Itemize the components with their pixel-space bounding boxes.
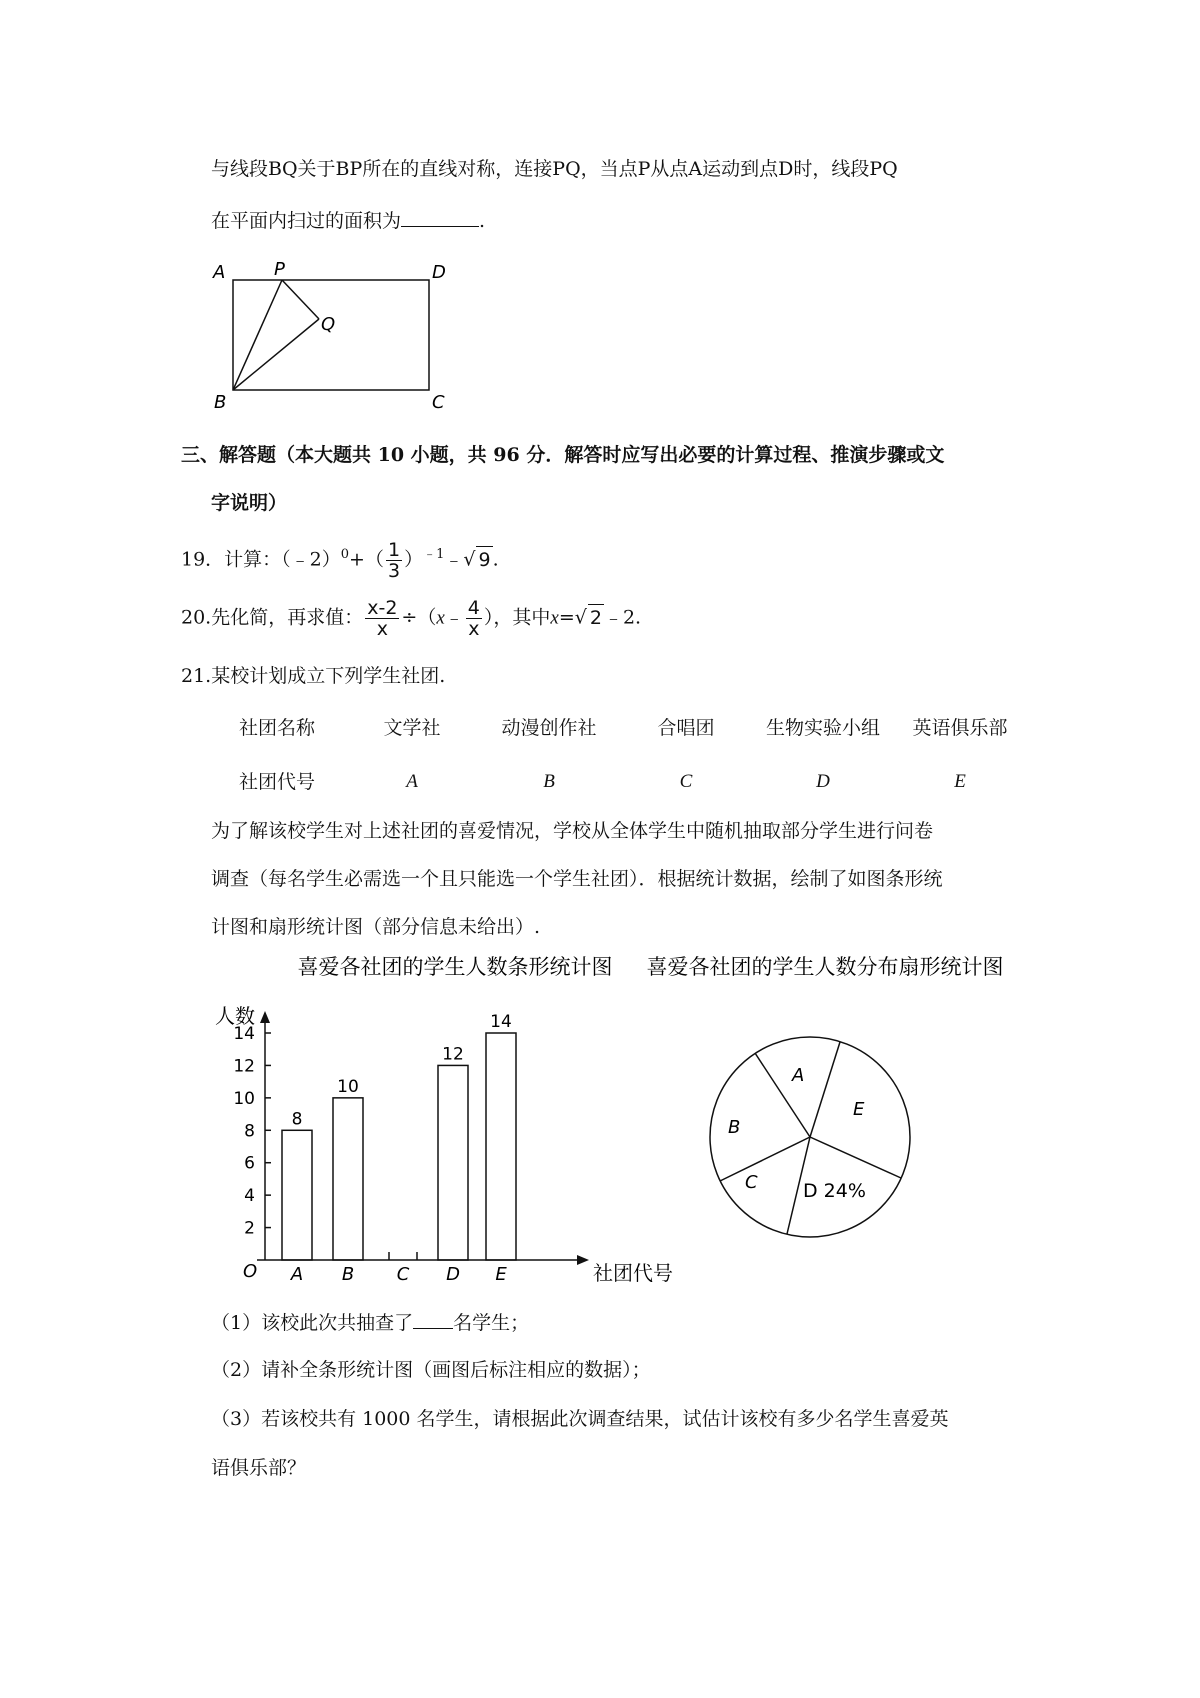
- label-a: A: [213, 262, 226, 283]
- q20-minus: ﹣: [444, 606, 464, 629]
- q20-x: x: [436, 607, 445, 629]
- q19-exp0: 0: [340, 547, 350, 563]
- pie-label-a: A: [792, 1065, 805, 1086]
- club-table-r1-c1: 文学社: [383, 717, 441, 739]
- bar-data-label-e: 14: [490, 1012, 512, 1032]
- bar-category-label-b: B: [341, 1264, 355, 1285]
- bar-chart: [205, 945, 675, 1285]
- pie-divider-3: [810, 1137, 901, 1178]
- q19-exp1: ﹣1: [423, 547, 445, 563]
- q21-sub1: [211, 1308, 529, 1336]
- club-table-r1-c4: 生物实验小组: [765, 717, 881, 739]
- q20-f1-den: x: [376, 618, 388, 640]
- bar-category-label-d: D: [446, 1264, 460, 1285]
- q21-para-line1: 为了解该校学生对上述社团的喜爱情况，学校从全体学生中随机抽取部分学生进行问卷: [211, 820, 934, 842]
- pie-chart: [615, 945, 1055, 1285]
- q20-fraction-1: [365, 598, 399, 639]
- club-table-r1-c5: 英语俱乐部: [912, 717, 1008, 739]
- club-table-r2-c3: C: [679, 771, 693, 792]
- q18-answer-blank: [401, 206, 479, 227]
- pie-divider-2: [810, 1042, 840, 1137]
- q20-fraction-2: [466, 598, 482, 639]
- q18-line2: [211, 206, 485, 234]
- bar-chart-x-axis-arrow: [577, 1255, 589, 1265]
- q20-f2-num: 4: [467, 597, 480, 619]
- bar-category-label-c: C: [396, 1264, 410, 1285]
- label-b: B: [214, 392, 227, 413]
- bar-chart-origin: O: [243, 1261, 258, 1282]
- rectangle-abcd: [233, 280, 429, 390]
- club-table-r2-c1: A: [406, 771, 418, 792]
- q21-intro: 21.某校计划成立下列学生社团.: [181, 665, 446, 687]
- q21-sub1-answer-blank: [413, 1308, 453, 1329]
- q19-radicand: 9: [476, 546, 492, 573]
- q19-plus: +（: [349, 548, 384, 571]
- question-19: [181, 540, 499, 581]
- q18-line2-end: .: [479, 210, 486, 232]
- bar-chart-ytick-label: 6: [244, 1153, 255, 1174]
- bar-chart-ylabel: 人数: [215, 1004, 255, 1028]
- bar-chart-ytick-label: 14: [233, 1024, 255, 1044]
- q20-prefix: 20.先化简，再求值：: [181, 606, 364, 629]
- bar-chart-y-axis-arrow: [260, 1011, 270, 1023]
- bar-a: [282, 1130, 312, 1260]
- bar-chart-ytick-label: 12: [233, 1056, 255, 1077]
- bar-data-label-b: 10: [337, 1076, 359, 1097]
- q21-sub3-line2: 语俱乐部？: [211, 1457, 307, 1479]
- q21-sub1-text-a: （1）该校此次共抽查了: [211, 1312, 414, 1334]
- segment-pq: [282, 280, 319, 319]
- q19-radical-sign: √: [463, 548, 476, 571]
- q20-div: ÷（: [401, 606, 437, 629]
- q21-sub3-line1: （3）若该校共有 1000 名学生，请根据此次调查结果，试估计该校有多少名学生喜爱英: [211, 1408, 949, 1430]
- bar-b: [333, 1098, 363, 1260]
- q20-mid: ），其中: [483, 606, 551, 629]
- q21-sub2: （2）请补全条形统计图（画图后标注相应的数据）；: [211, 1359, 651, 1381]
- q20-radical-sign: √: [574, 606, 587, 629]
- q20-radicand: 2: [588, 604, 604, 631]
- q18-rectangle-figure: [208, 258, 468, 418]
- bar-chart-xlabel: 社团代号: [593, 1261, 673, 1285]
- bar-e: [486, 1033, 516, 1260]
- label-d: D: [432, 262, 446, 283]
- club-table-r1-c3: 合唱团: [657, 717, 715, 739]
- bar-data-label-d: 12: [442, 1044, 464, 1065]
- pie-label-d: D 24%: [803, 1180, 866, 1202]
- pie-label-c: C: [745, 1172, 758, 1193]
- q19-fraction: [386, 540, 402, 581]
- club-table-r2-c2: B: [543, 771, 555, 792]
- q21-sub1-text-b: 名学生；: [453, 1312, 530, 1334]
- pie-chart-title: 喜爱各社团的学生人数分布扇形统计图: [646, 955, 1004, 979]
- question-20: [181, 598, 641, 639]
- pie-divider-5: [720, 1137, 810, 1181]
- q21-para-line2: 调查（每名学生必需选一个且只能选一个学生社团）．根据统计数据，绘制了如图条形统: [211, 868, 943, 890]
- segment-bq: [233, 319, 319, 390]
- bar-chart-ytick-label: 2: [244, 1218, 255, 1239]
- q19-end: .: [492, 548, 499, 571]
- q19-frac-den: 3: [387, 560, 401, 582]
- label-q: Q: [321, 314, 336, 335]
- q19-prefix: 19．计算：（﹣2）: [181, 548, 341, 571]
- q20-end: ﹣2.: [603, 606, 642, 629]
- bar-category-label-e: E: [495, 1264, 507, 1285]
- q19-close: ）: [404, 548, 424, 571]
- q18-line2-text: 在平面内扫过的面积为: [211, 210, 402, 232]
- q20-eq: =: [558, 606, 575, 629]
- club-table-r2-c0: 社团代号: [238, 771, 316, 793]
- bar-d: [438, 1065, 468, 1260]
- q19-minus: ﹣: [444, 548, 464, 571]
- pie-label-b: B: [728, 1117, 741, 1138]
- q19-frac-num: 1: [387, 539, 401, 561]
- label-c: C: [432, 392, 445, 413]
- bar-chart-title: 喜爱各社团的学生人数条形统计图: [297, 955, 613, 979]
- bar-chart-ytick-label: 8: [244, 1121, 255, 1142]
- club-table-r2-c4: D: [816, 771, 830, 792]
- bar-data-label-a: 8: [291, 1109, 303, 1130]
- q20-f1-num: x-2: [367, 597, 398, 619]
- segment-bp: [233, 280, 282, 390]
- bar-chart-ytick-label: 10: [233, 1088, 255, 1109]
- label-p: P: [274, 259, 285, 280]
- club-table-r2-c5: E: [954, 771, 966, 792]
- club-table-r1-c0: 社团名称: [238, 717, 316, 739]
- bar-chart-ytick-label: 4: [244, 1186, 255, 1207]
- q18-line1: 与线段BQ关于BP所在的直线对称，连接PQ，当点P从点A运动到点D时，线段PQ: [211, 158, 898, 180]
- pie-label-e: E: [853, 1099, 865, 1120]
- q20-f2-den: x: [468, 618, 480, 640]
- bar-category-label-a: A: [290, 1264, 304, 1285]
- club-table-r1-c2: 动漫创作社: [501, 717, 597, 739]
- q20-x2: x: [550, 607, 559, 629]
- section3-heading-line1: 三、解答题（本大题共 10 小题，共 96 分．解答时应写出必要的计算过程、推演步骤或文: [181, 444, 945, 466]
- section3-heading-line2: 字说明）: [211, 492, 288, 514]
- q21-para-line3: 计图和扇形统计图（部分信息未给出）.: [211, 916, 541, 938]
